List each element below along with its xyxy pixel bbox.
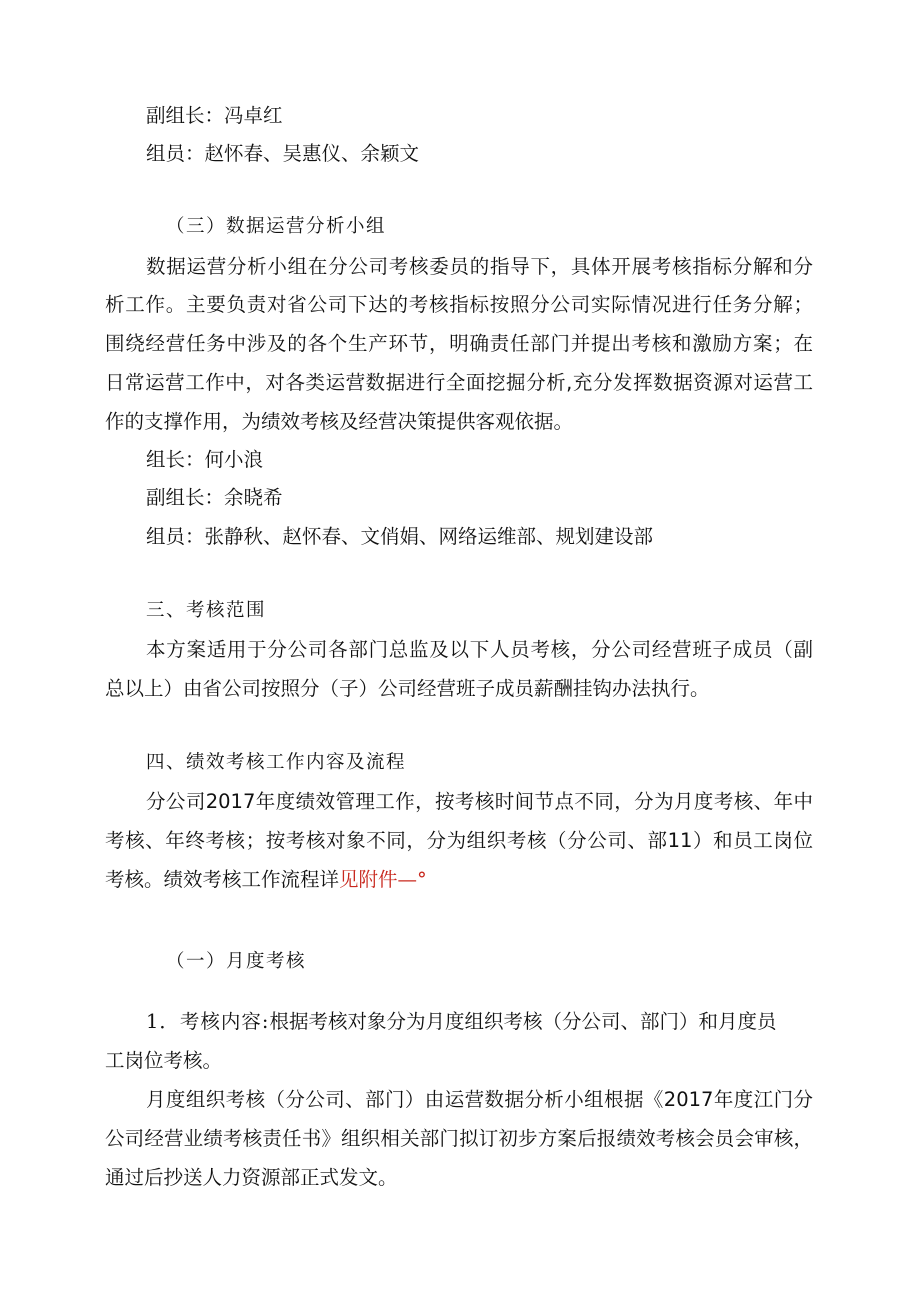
section-heading-monthly: （一）月度考核 (166, 951, 307, 972)
paragraph-line (146, 1009, 866, 1035)
section-heading-data-ops: （三）数据运营分析小组 (166, 216, 387, 237)
paragraph-line: 公司经营业绩考核责任书》组织相关部门拟订初步方案后报绩效考核会员会审核， (105, 1127, 813, 1150)
paragraph-line: 析工作。主要负责对省公司下达的考核指标按照分公司实际情况进行任务分解； (105, 293, 813, 316)
paragraph-line: 本方案适用于分公司各部门总监及以下人员考核，分公司经营班子成员（副 (146, 638, 813, 661)
members-line: 组员：赵怀春、吴惠仪、余颖文 (146, 142, 420, 165)
text-run: 绩效考核工作流程详 (163, 868, 340, 891)
section-heading-content-process: 四、绩效考核工作内容及流程 (146, 752, 407, 773)
item-label: 1．考核内容: (146, 1010, 270, 1033)
text-run: 考核。 (105, 868, 164, 891)
leader-line: 组长：何小浪 (146, 448, 264, 471)
section-heading-scope: 三、考核范围 (146, 600, 267, 621)
paragraph-line: 分公司2017年度绩效管理工作，按考核时间节点不同，分为月度考核、年中 (146, 790, 813, 813)
deputy-leader-line: 副组长：冯卓红 (146, 104, 283, 127)
paragraph-line: 数据运营分析小组在分公司考核委员的指导下，具体开展考核指标分解和分 (146, 255, 813, 278)
paragraph-line: 日常运营工作中，对各类运营数据进行全面挖掘分析,充分发挥数据资源对运营工 (105, 371, 813, 394)
paragraph-line (105, 867, 825, 893)
paragraph-line: 围绕经营任务中涉及的各个生产环节，明确责任部门并提出考核和激励方案；在 (105, 332, 813, 355)
text-run: 根据考核对象分为月度组织考核（分公司、部门）和月度员 (269, 1010, 777, 1033)
paragraph-line: 通过后抄送人力资源部正式发文。 (105, 1166, 398, 1189)
paragraph-line: 作的支撑作用，为绩效考核及经营决策提供客观依据。 (105, 410, 574, 433)
annex-reference: 见附件—° (339, 868, 427, 891)
paragraph-line: 工岗位考核。 (105, 1049, 223, 1072)
paragraph-line: 考核、年终考核；按考核对象不同，分为组织考核（分公司、部11）和员工岗位 (105, 829, 813, 852)
deputy-leader-line: 副组长：余晓希 (146, 486, 283, 509)
members-line: 组员：张静秋、赵怀春、文俏娟、网络运维部、规划建设部 (146, 525, 654, 548)
paragraph-line: 总以上）由省公司按照分（子）公司经营班子成员薪酬挂钩办法执行。 (105, 677, 710, 700)
paragraph-line: 月度组织考核（分公司、部门）由运营数据分析小组根据《2017年度江门分 (146, 1088, 813, 1111)
